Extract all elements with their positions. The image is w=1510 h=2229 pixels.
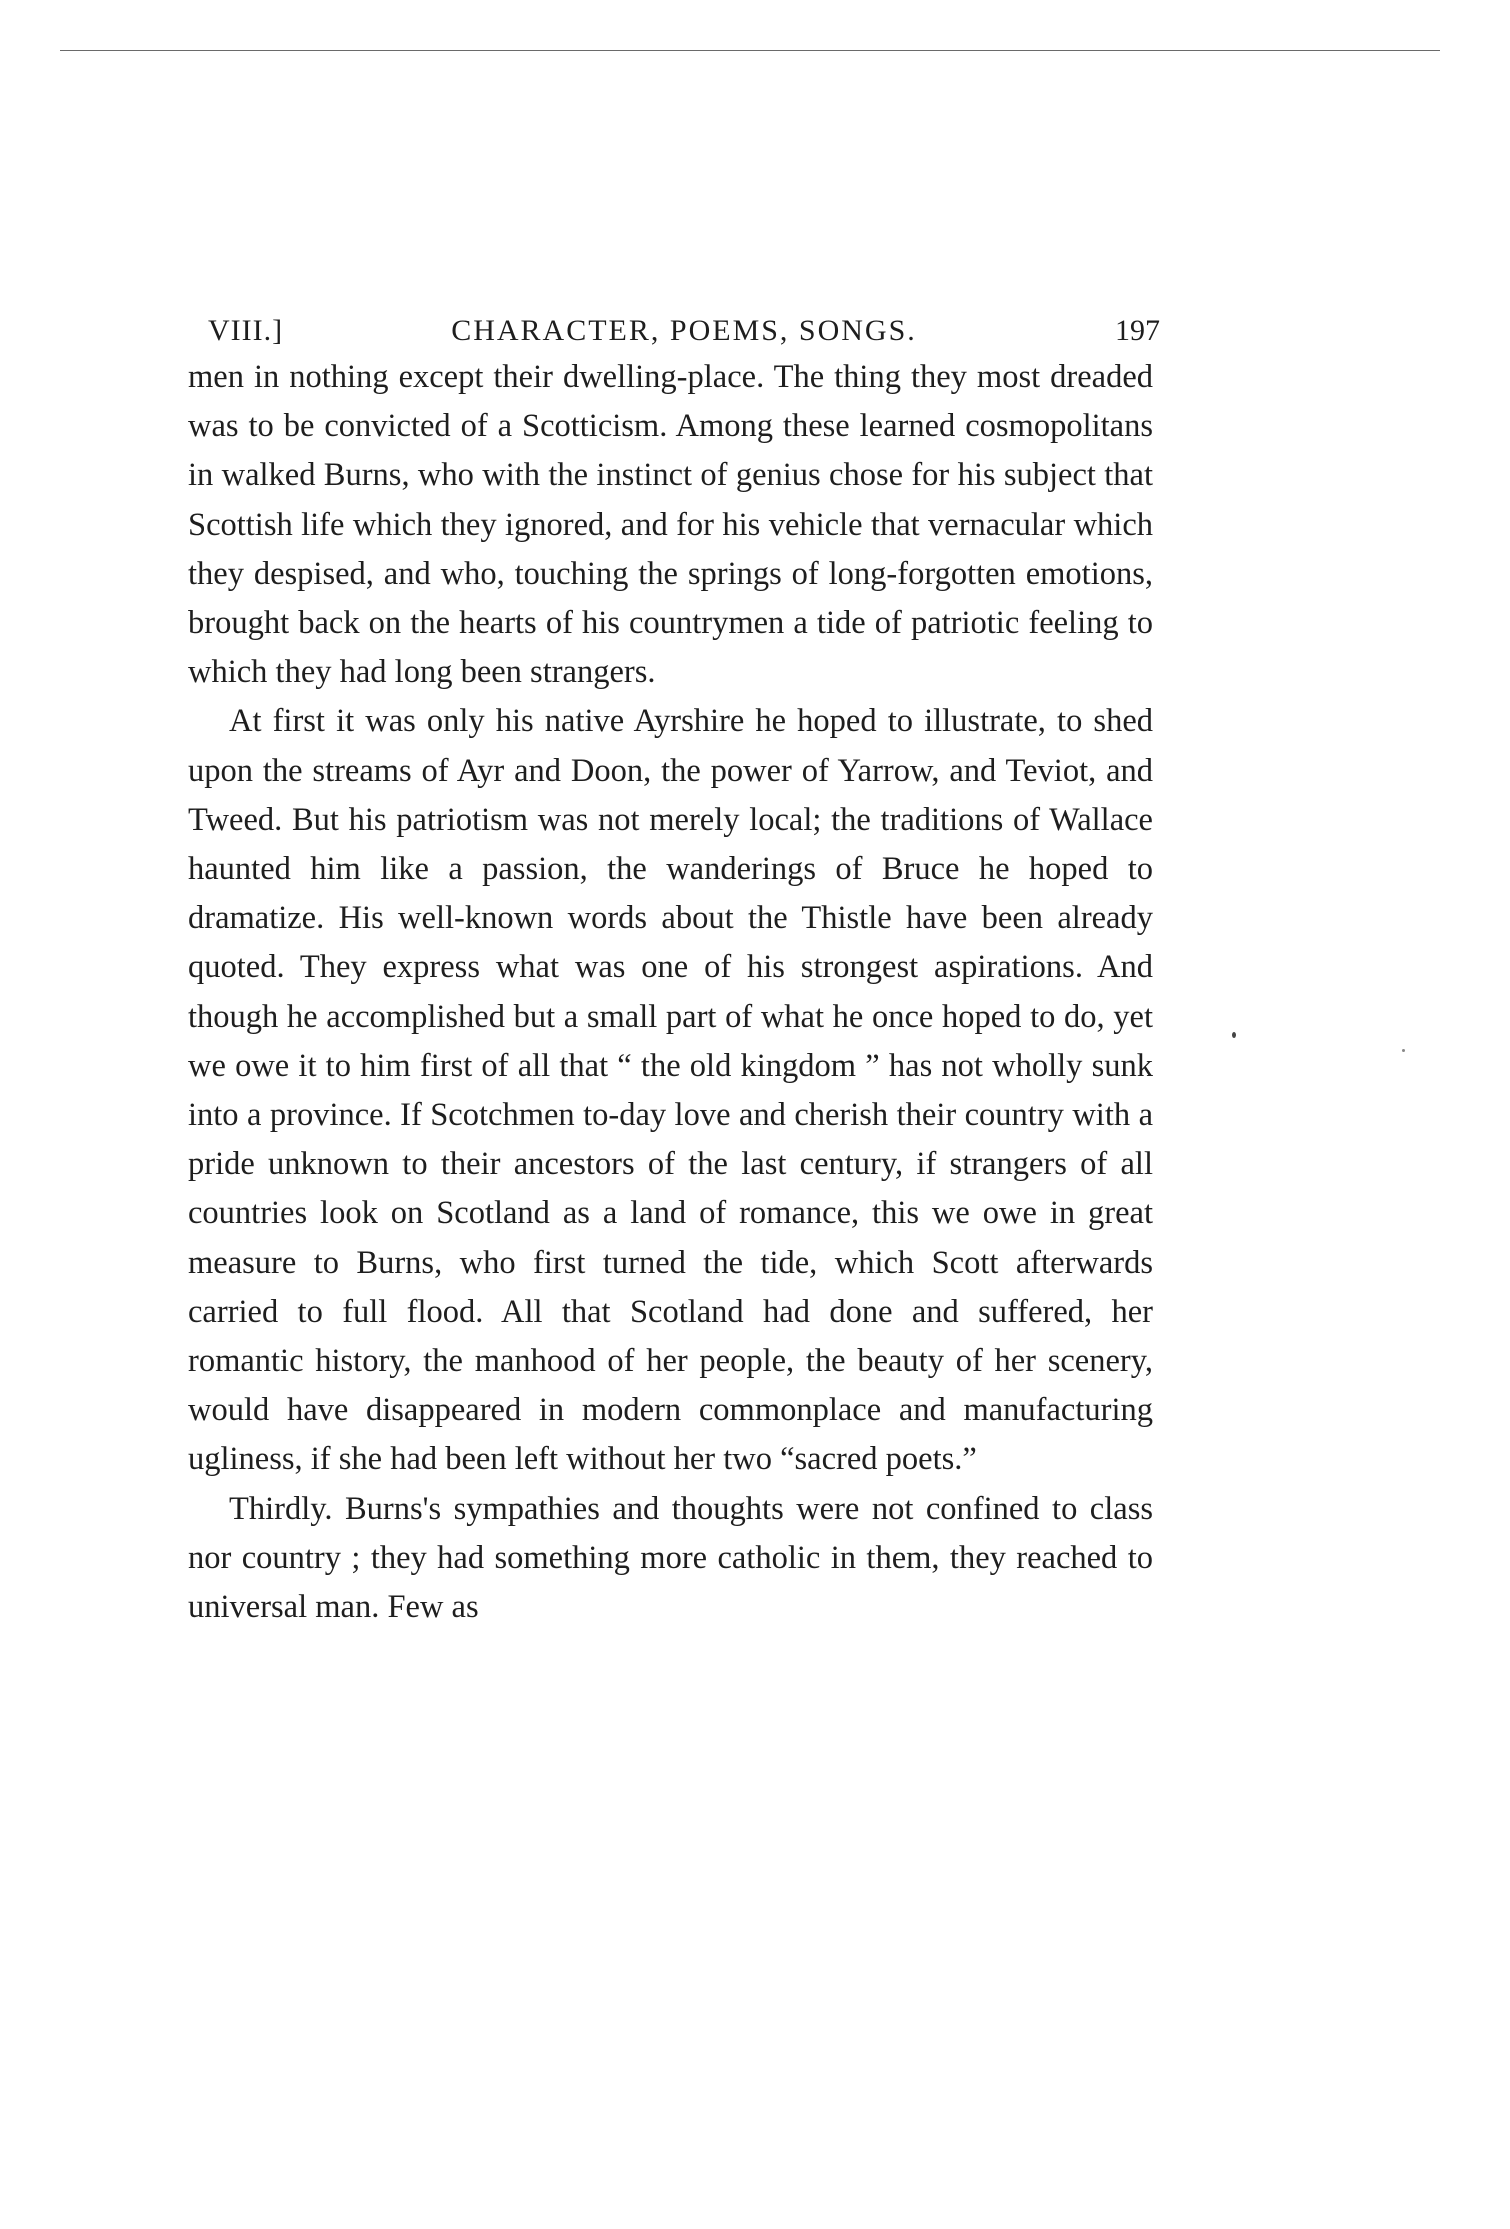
chapter-marker: VIII.] [208,314,284,347]
paragraph-1: men in nothing except their dwelling-place. The thing they most dreaded was to be convicted of a Scotticism. Among these learned cosmopolitans in walked Burns, who with the instinct of genius chose for his subject that Scottish life which they ignored, and for his vehicle that vernacular which they despised, and who, touching the springs of long-forgotten emotions, brought back on the hearts of his countrymen a tide of patriotic feeling to which they had long been strangers. [188,359,1153,691]
paragraph-2: At first it was only his native Ayrshire he hoped to illustrate, to shed upon the streams of Ayr and Doon, the power of Yarrow, and Teviot, and Tweed. But his patriotism was not merely local; the traditions of Wallace haunted him like a passion, the wanderings of Bruce he hoped to dramatize. His well-known words about the Thistle have been already quoted. They express what was one of his strongest aspirations. And though he accomplished but a small part of what he once hoped to do, yet we owe it to him first of all that “ the old kingdom ” has not wholly sunk into a province. If Scotchmen to-day love and cherish their country with a pride unknown to their ancestors of the last century, if strangers of all countries look on Scotland as a land of romance, this we owe in great measure to Burns, who first turned the tide, which Scott afterwards carried to full flood. All that Scotland had done and suffered, her romantic history, the manhood of her people, the beauty of her scenery, would have disappeared in modern commonplace and manufacturing ugliness, if she had been left without her two “sacred poets.” [188,703,1153,1478]
paragraph-3: Thirdly. Burns's sympathies and thoughts were not confined to class nor country ; they had something more catholic in them, they reached to universal man. Few as [188,1490,1153,1626]
top-rule [60,50,1440,51]
running-title: CHARACTER, POEMS, SONGS. [451,314,917,347]
body-text [188,353,1153,1632]
ink-speck [1232,1032,1236,1038]
ink-speck [1402,1049,1405,1052]
page-number: 197 [1115,314,1160,347]
